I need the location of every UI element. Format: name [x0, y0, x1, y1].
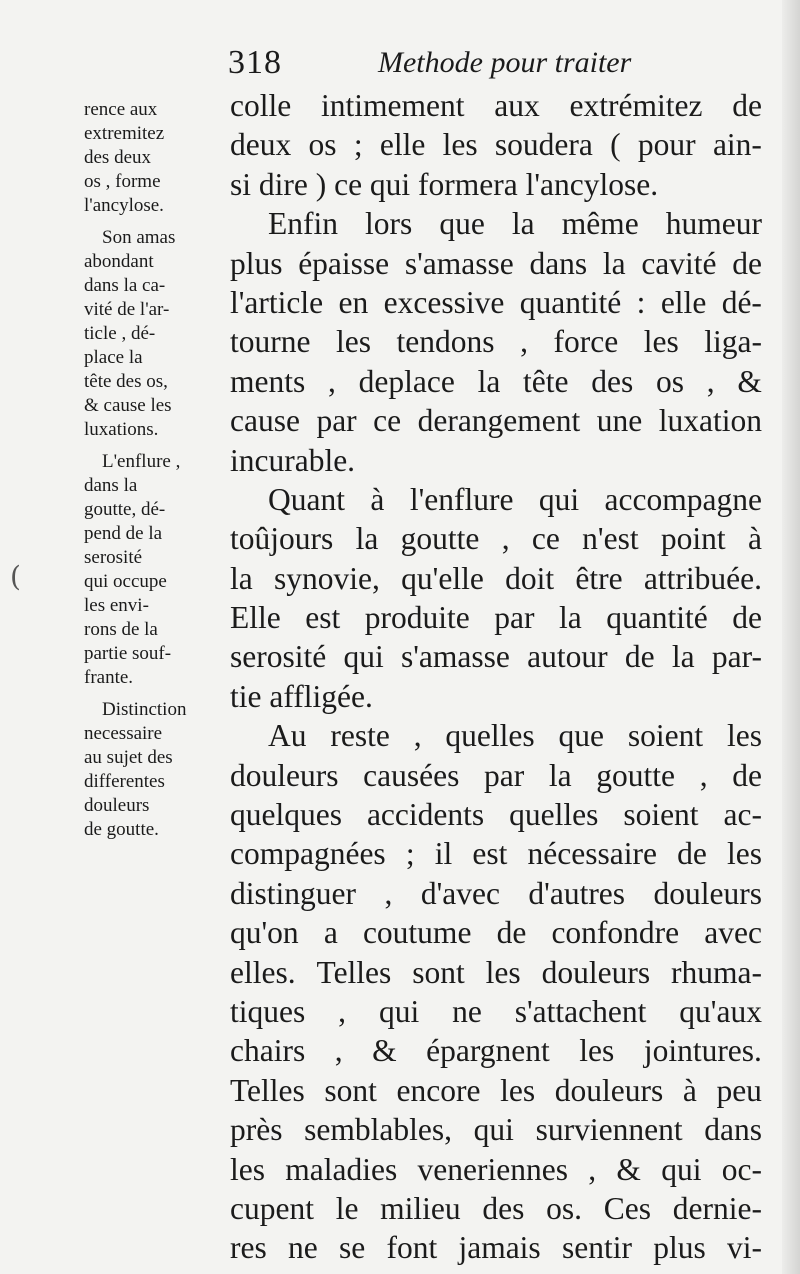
margin-note-line: Distinction: [102, 699, 187, 720]
text-line: cause par ce derangement une luxation: [230, 403, 762, 439]
text-line: Au reste , quelles que soient les: [268, 718, 762, 754]
margin-note-line: extremitez: [84, 123, 165, 144]
text-line: si dire ) ce qui formera l'ancylose.: [230, 166, 659, 202]
text-line: les maladies veneriennes , & qui oc-: [230, 1151, 762, 1187]
text-line: quelques accidents quelles soient ac-: [230, 797, 762, 833]
text-line: res ne se font jamais sentir plus vi-: [230, 1230, 762, 1266]
page-number: 318: [228, 44, 282, 81]
margin-note-line: differentes: [84, 771, 165, 792]
text-line: plus épaisse s'amasse dans la cavité de: [230, 245, 762, 281]
margin-note-line: dans la: [84, 475, 138, 496]
text-line: colle intimement aux extrémitez de: [230, 88, 762, 123]
margin-note-line: necessaire: [84, 723, 163, 744]
margin-note-line: L'enflure ,: [102, 451, 181, 472]
text-line: Elle est produite par la quantité de: [230, 600, 762, 636]
text-line: distinguer , d'avec d'autres douleurs: [230, 875, 762, 911]
text-line: l'article en excessive quantité : elle dé-: [230, 284, 762, 320]
margin-note-line: & cause les: [84, 395, 172, 416]
margin-note-line: douleurs: [84, 795, 150, 816]
margin-note-line: abondant: [84, 251, 154, 272]
margin-note-line: luxations.: [84, 419, 159, 440]
text-line: elles. Telles sont les douleurs rhuma-: [230, 954, 762, 990]
text-line: douleurs causées par la goutte , de: [230, 757, 762, 793]
text-line: chairs , & épargnent les jointures.: [230, 1033, 762, 1069]
margin-note-line: des deux: [84, 147, 152, 168]
note-gap: [84, 690, 226, 698]
text-line: tiques , qui ne s'attachent qu'aux: [230, 993, 762, 1029]
margin-note-line: serosité: [84, 547, 143, 568]
note-gap: [84, 442, 226, 450]
margin-note-line: qui occupe: [84, 571, 167, 592]
text-line: tie affligée.: [230, 678, 373, 714]
margin-note-line: pend de la: [84, 523, 163, 544]
text-line: Quant à l'enflure qui accompagne: [268, 481, 762, 517]
margin-note-line: de goutte.: [84, 819, 159, 840]
text-line: la synovie, qu'elle doit être attribuée.: [230, 560, 762, 596]
margin-notes: [84, 98, 226, 842]
text-line: tourne les tendons , force les liga-: [230, 324, 762, 360]
margin-note-line: partie souf-: [84, 643, 172, 664]
text-line: Telles sont encore les douleurs à peu: [230, 1072, 762, 1108]
page-header: [228, 44, 668, 90]
text-line: ments , deplace la tête des os , &: [230, 363, 762, 399]
main-text: [230, 86, 762, 1268]
margin-note-line: au sujet des: [84, 747, 173, 768]
margin-note-line: os , forme: [84, 171, 161, 192]
margin-note-line: tête des os,: [84, 371, 168, 392]
margin-note-line: ticle , dé-: [84, 323, 156, 344]
text-line: compagnées ; il est nécessaire de les: [230, 836, 762, 872]
margin-note-line: vité de l'ar-: [84, 299, 170, 320]
page-edge: [782, 0, 800, 1274]
margin-note-line: goutte, dé-: [84, 499, 166, 520]
text-line: toûjours la goutte , ce n'est point à: [230, 521, 762, 557]
margin-note-line: les envi-: [84, 595, 149, 616]
margin-note-line: place la: [84, 347, 143, 368]
text-line: serosité qui s'amasse autour de la par-: [230, 639, 762, 675]
margin-mark: (: [10, 560, 21, 593]
text-line: deux os ; elle les soudera ( pour ain-: [230, 127, 762, 163]
margin-note-line: Son amas: [102, 227, 176, 248]
text-line: Enfin lors que la même humeur: [268, 206, 762, 242]
margin-note-line: rons de la: [84, 619, 158, 640]
note-gap: [84, 218, 226, 226]
text-line: incurable.: [230, 442, 356, 478]
text-line: près semblables, qui surviennent dans: [230, 1112, 762, 1148]
margin-note-line: rence aux: [84, 99, 158, 120]
margin-note-line: frante.: [84, 667, 134, 688]
margin-note-line: l'ancylose.: [84, 195, 164, 216]
text-line: qu'on a coutume de confondre avec: [230, 915, 762, 951]
margin-note-line: dans la ca-: [84, 275, 166, 296]
text-line: cupent le milieu des os. Ces dernie-: [230, 1190, 762, 1226]
running-title: Methode pour traiter: [378, 46, 632, 79]
